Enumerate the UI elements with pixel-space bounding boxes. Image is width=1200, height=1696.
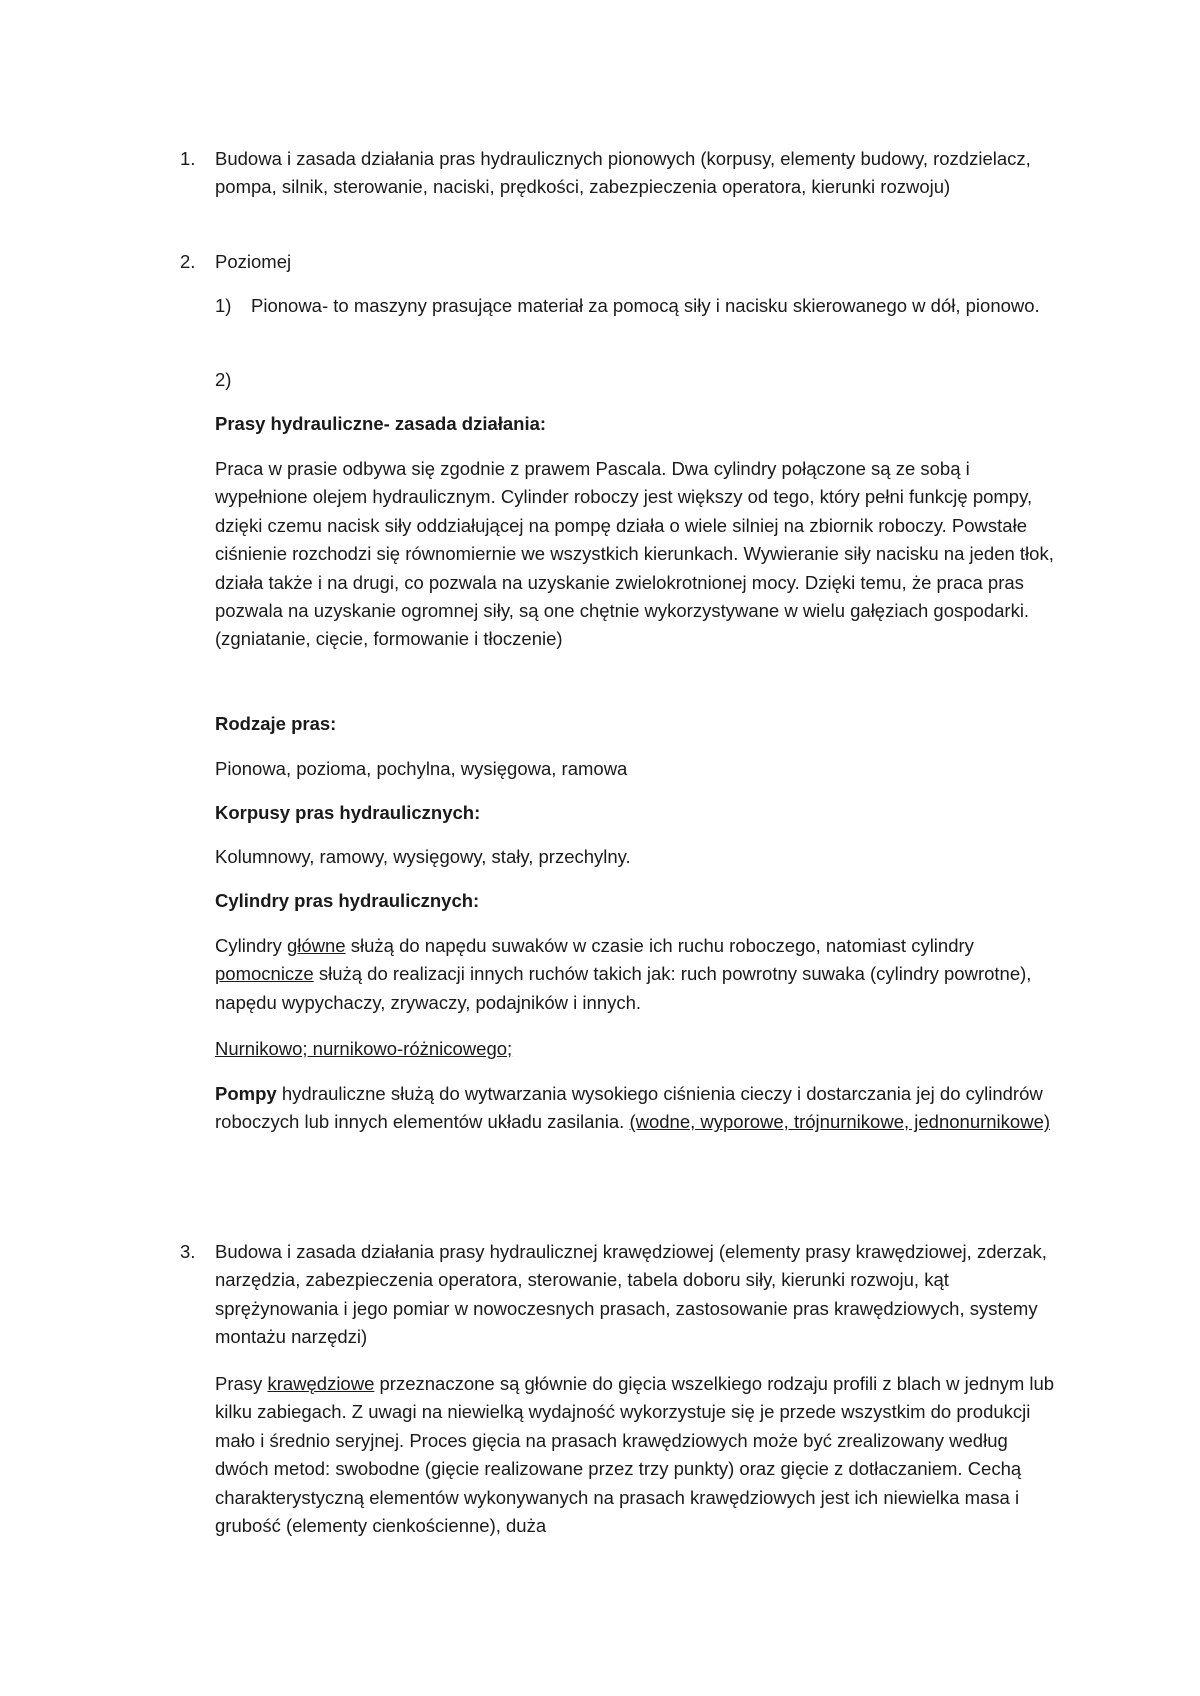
list-item-1-text: Budowa i zasada działania pras hydraulicznych pionowych (korpusy, elementy budowy, rozdzielacz, pompa, silnik, sterowanie, naciski, prędkości, zabezpieczenia operatora, kierunki rozwoju)	[215, 148, 1031, 198]
paragraph-pumps	[215, 1080, 1055, 1137]
list-number-1: 1.	[180, 148, 196, 169]
list-number-3: 3.	[180, 1241, 196, 1262]
list-item-2-text: Poziomej	[215, 251, 292, 272]
heading-press-cylinders: Cylindry pras hydraulicznych:	[215, 890, 480, 911]
heading-press-types: Rodzaje pras:	[215, 713, 337, 734]
sublist-number-1: 1)	[215, 295, 232, 316]
text-span: przeznaczone są głównie do gięcia wszelkiego rodzaju profili z blach w jednym lub kilku zabiegach. Z uwagi na niewielką wydajność wykorzystuje się je przede wszystkim do produkcji mało i średnio seryjnej. Proces gięcia na prasach krawędziowych może być zrealizowany według dwóch metod: swobodne (gięcie realizowane przez trzy punkty) oraz gięcie z dotłaczaniem. Cechą charakterystyczną elementów wykonywanych na prasach krawędziowych jest ich niewielka masa i grubość (elementy cienkościenne), duża	[215, 1373, 1055, 1537]
text-span: Prasy	[215, 1373, 268, 1394]
paragraph-press-brake	[215, 1370, 1055, 1540]
sublist-number-2: 2)	[215, 369, 232, 390]
paragraph-pascal: Praca w prasie odbywa się zgodnie z prawem Pascala. Dwa cylindry połączone są ze sobą i wypełnione olejem hydraulicznym. Cylinder roboczy jest większy od tego, który pełni funkcję pompy, dzięki czemu nacisk siły oddziałującej na pompę działa o wiele silniej na zbiornik roboczy. Powstałe ciśnienie rozchodzi się równomiernie we wszystkich kierunkach. Wywieranie siły nacisku na jeden tłok, działa także i na drugi, co pozwala na uzyskanie zwielokrotnionej mocy. Dzięki temu, że praca pras pozwala na uzyskanie ogromnej siły, są one chętnie wykorzystywane w wielu gałęziach gospodarki. (zgniatanie, cięcie, formowanie i tłoczenie)	[215, 458, 1054, 650]
text-span: hydrauliczne służą do wytwarzania wysokiego ciśnienia cieczy i dostarczania jej do cylindrów roboczych lub innych elementów układu zasilania.	[215, 1083, 1043, 1133]
bold-term-pumps: Pompy	[215, 1083, 277, 1104]
underlined-term-main: główne	[286, 935, 346, 956]
paragraph-plunger-types: Nurnikowo; nurnikowo-różnicowego;	[215, 1038, 513, 1059]
underlined-pump-types: (wodne, wyporowe, trójnurnikowe, jednonurnikowe)	[629, 1111, 1051, 1133]
text-span: Cylindry	[215, 935, 287, 956]
text-span: służą do realizacji innych ruchów takich jak: ruch powrotny suwaka (cylindry powrotne), napędu wypychaczy, zrywaczy, podajników i innych.	[215, 963, 1032, 1013]
paragraph-press-types: Pionowa, pozioma, pochylna, wysięgowa, ramowa	[215, 758, 628, 779]
underlined-term-auxiliary: pomocnicze	[215, 963, 314, 985]
text-span: służą do napędu suwaków w czasie ich ruchu roboczego, natomiast cylindry	[345, 935, 974, 956]
heading-hydraulic-principle: Prasy hydrauliczne- zasada działania:	[215, 413, 547, 434]
paragraph-cylinders	[215, 932, 1055, 1017]
sublist-item-1-text: Pionowa- to maszyny prasujące materiał za pomocą siły i nacisku skierowanego w dół, pionowo.	[251, 295, 1040, 316]
list-number-2: 2.	[180, 251, 196, 272]
underlined-term-press-brake: krawędziowe	[267, 1373, 375, 1394]
paragraph-press-bodies: Kolumnowy, ramowy, wysięgowy, stały, przechylny.	[215, 846, 631, 867]
list-item-3-text: Budowa i zasada działania prasy hydraulicznej krawędziowej (elementy prasy krawędziowej, zderzak, narzędzia, zabezpieczenia operatora, sterowanie, tabela doboru siły, kierunki rozwoju, kąt sprężynowania i jego pomiar w nowoczesnych prasach, zastosowanie pras krawędziowych, systemy montażu narzędzi)	[215, 1241, 1047, 1348]
heading-press-bodies: Korpusy pras hydraulicznych:	[215, 802, 481, 823]
